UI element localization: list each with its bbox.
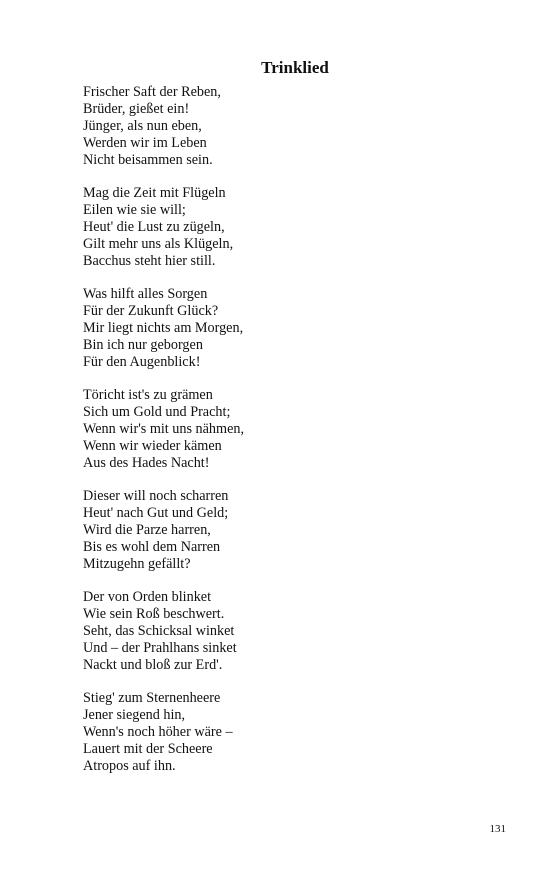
poem-line: Heut' nach Gut und Geld; (83, 505, 229, 522)
poem-line: Seht, das Schicksal winket (83, 622, 235, 639)
poem-line: Was hilft alles Sorgen (83, 286, 208, 303)
poem-line: Für der Zukunft Glück? (83, 302, 219, 319)
poem-line: Frischer Saft der Reben, (83, 84, 221, 100)
poem-line: Mag die Zeit mit Flügeln (83, 185, 226, 202)
poem-line: Gilt mehr uns als Klügeln, (83, 235, 234, 252)
stanza (83, 84, 483, 169)
poem-line: Töricht ist's zu grämen (83, 387, 213, 404)
poem-body (83, 84, 483, 791)
poem-line: Werden wir im Leben (83, 134, 207, 151)
poem-line: Wenn wir's mit uns nähmen, (83, 420, 245, 437)
poem-line: Jünger, als nun eben, (83, 117, 202, 134)
poem-line: Stieg' zum Sternenheere (83, 690, 221, 707)
poem-line: Wenn wir wieder kämen (83, 437, 222, 454)
poem-line: Bacchus steht hier still. (83, 252, 216, 269)
poem-line: Für den Augenblick! (83, 353, 201, 370)
poem-line: Und – der Prahlhans sinket (83, 639, 237, 656)
poem-line: Wie sein Roß beschwert. (83, 606, 225, 623)
poem-line: Nicht beisammen sein. (83, 151, 213, 168)
poem-line: Aus des Hades Nacht! (83, 454, 210, 471)
poem-line: Dieser will noch scharren (83, 488, 229, 505)
stanza (83, 488, 483, 573)
poem-line: Atropos auf ihn. (83, 757, 176, 774)
poem-line: Jener siegend hin, (83, 707, 186, 724)
poem-line: Lauert mit der Scheere (83, 740, 213, 757)
poem-line: Brüder, gießet ein! (83, 100, 190, 117)
poem-line: Eilen wie sie will; (83, 201, 186, 218)
poem-line: Der von Orden blinket (83, 589, 212, 606)
poem-title: Trinklied (261, 58, 329, 77)
stanza (83, 690, 483, 775)
page-number: 131 (489, 823, 506, 835)
stanza (83, 589, 483, 674)
poem-line: Nackt und bloß zur Erd'. (83, 656, 223, 673)
poem-line: Wenn's noch höher wäre – (83, 724, 233, 740)
poem-line: Wird die Parze harren, (83, 521, 211, 538)
stanza (83, 387, 483, 472)
stanza (83, 185, 483, 270)
poem-line: Mir liegt nichts am Morgen, (83, 319, 244, 336)
stanza (83, 286, 483, 371)
poem-line: Heut' die Lust zu zügeln, (83, 218, 225, 235)
poem-line: Bis es wohl dem Narren (83, 538, 221, 555)
poem-line: Sich um Gold und Pracht; (83, 404, 231, 420)
poem-line: Mitzugehn gefällt? (83, 555, 191, 572)
poem-line: Bin ich nur geborgen (83, 336, 203, 353)
